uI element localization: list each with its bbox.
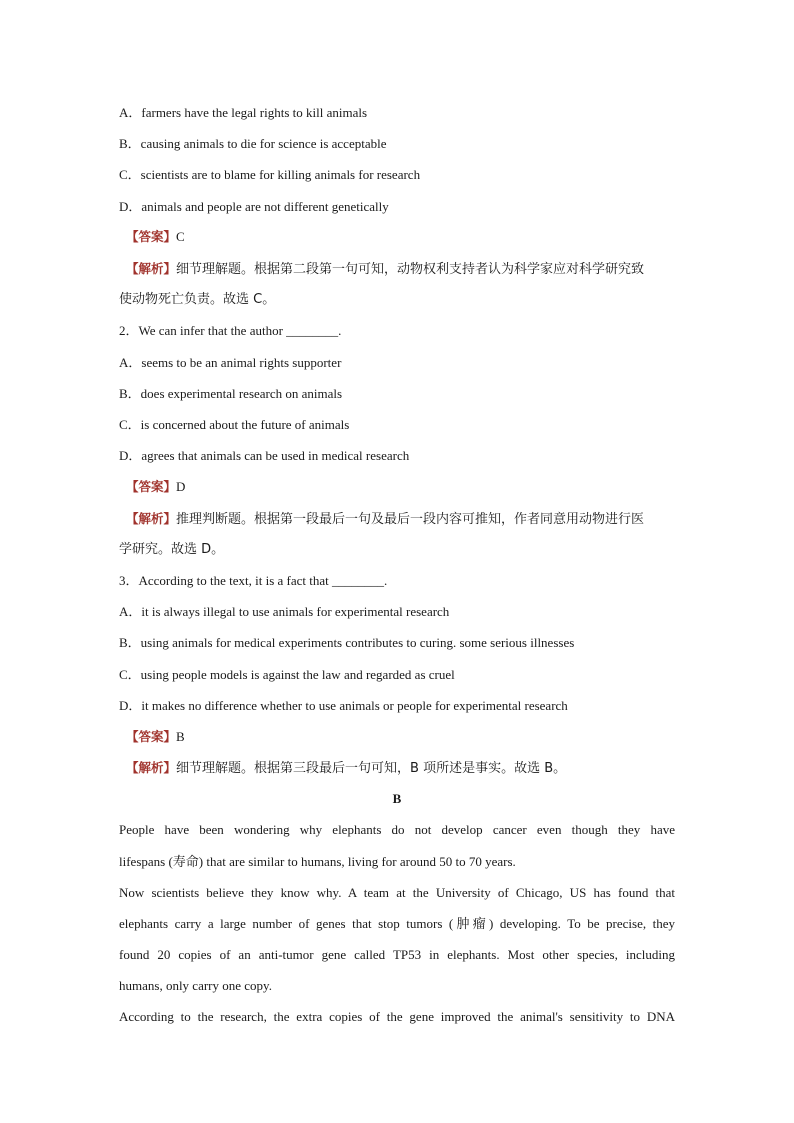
- q2-analysis-line-1: [126, 510, 675, 529]
- q1-analysis-line-1: [126, 260, 675, 279]
- q3-option-c: C．using people models is against the law and regarded as cruel: [119, 667, 455, 682]
- q1-option-d: D．animals and people are not different genetically: [119, 199, 389, 214]
- q1-option-c: C．scientists are to blame for killing animals for research: [119, 167, 421, 182]
- analysis-tag: 【解析】: [126, 511, 177, 526]
- answer-tag: 【答案】: [126, 729, 177, 744]
- passage-heading: B: [392, 791, 402, 806]
- passage-line-1: People have been wondering why elephants do not develop cancer even though they have: [119, 822, 675, 837]
- q1-answer: [126, 228, 682, 246]
- q1-option-b: B．causing animals to die for science is acceptable: [119, 136, 387, 151]
- analysis-text: 细节理解题。根据第三段最后一句可知，B 项所述是事实。故选 B。: [176, 761, 567, 776]
- passage-line-5: found 20 copies of an anti-tumor gene called TP53 in elephants. Most other species, including: [119, 947, 675, 962]
- analysis-tag: 【解析】: [126, 760, 177, 775]
- analysis-text: 推理判断题。根据第一段最后一句及最后一段内容可推知，作者同意用动物进行医: [176, 512, 645, 527]
- q1-option-a: A．farmers have the legal rights to kill animals: [119, 105, 368, 120]
- q3-stem: 3．According to the text, it is a fact that ________.: [119, 573, 388, 588]
- q3-option-b: B．using animals for medical experiments contributes to curing. some serious illnesses: [119, 635, 575, 650]
- q2-option-a: A．seems to be an animal rights supporter: [119, 355, 342, 370]
- answer-value: D: [176, 479, 186, 494]
- q3-answer: [126, 728, 682, 746]
- q2-analysis-line-2: 学研究。故选 D。: [119, 542, 225, 557]
- q2-option-b: B．does experimental research on animals: [119, 386, 343, 401]
- answer-value: C: [176, 229, 185, 244]
- q3-analysis-line-1: [126, 759, 675, 778]
- passage-line-2: lifespans (寿命) that are similar to humans, living for around 50 to 70 years.: [119, 854, 516, 869]
- answer-tag: 【答案】: [126, 229, 177, 244]
- passage-line-4: elephants carry a large number of genes that stop tumors (肿瘤) developing. To be precise, they: [119, 916, 675, 931]
- analysis-text: 细节理解题。根据第二段第一句可知，动物权利支持者认为科学家应对科学研究致: [176, 262, 645, 277]
- analysis-tag: 【解析】: [126, 261, 177, 276]
- passage-line-6: humans, only carry one copy.: [119, 978, 272, 993]
- answer-value: B: [176, 729, 185, 744]
- passage-line-3: Now scientists believe they know why. A team at the University of Chicago, US has found that: [119, 885, 675, 900]
- answer-tag: 【答案】: [126, 479, 177, 494]
- q3-option-a: A．it is always illegal to use animals for experimental research: [119, 604, 450, 619]
- passage-line-7: According to the research, the extra copies of the gene improved the animal's sensitivity to DNA: [119, 1009, 675, 1024]
- q3-option-d: D．it makes no difference whether to use animals or people for experimental research: [119, 698, 568, 713]
- q2-option-d: D．agrees that animals can be used in medical research: [119, 448, 410, 463]
- q2-option-c: C．is concerned about the future of animals: [119, 417, 350, 432]
- q2-stem: 2．We can infer that the author ________.: [119, 323, 342, 338]
- q1-analysis-line-2: 使动物死亡负责。故选 C。: [119, 292, 276, 307]
- q2-answer: [126, 478, 682, 496]
